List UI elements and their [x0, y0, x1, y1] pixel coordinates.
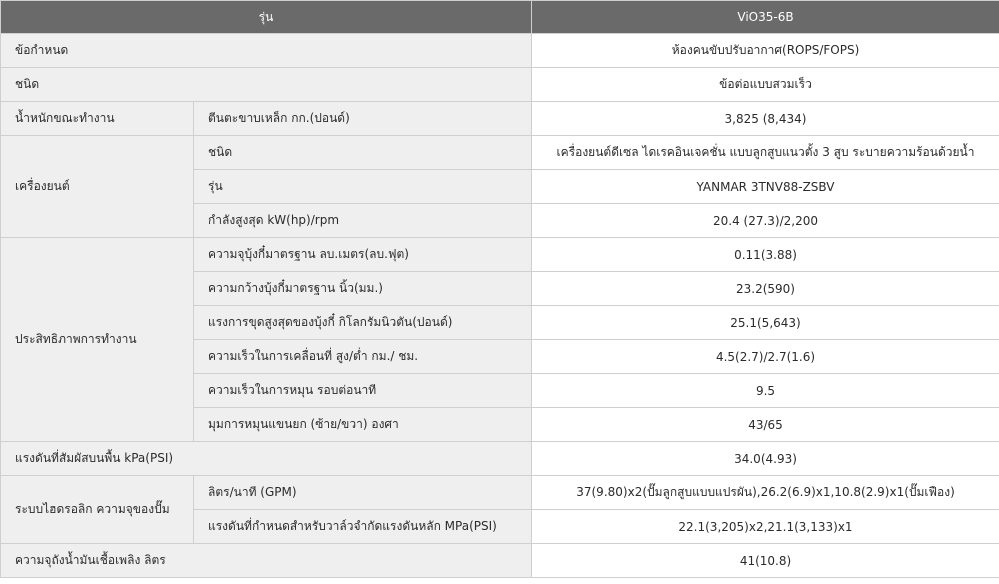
row-value: 0.11(3.88) [532, 238, 999, 272]
row-value: 9.5 [532, 374, 999, 408]
row-value: 34.0(4.93) [532, 442, 999, 476]
table-row [1, 102, 999, 136]
header-label: รุ่น [1, 1, 532, 34]
table-row [1, 238, 999, 272]
row-value: ห้องคนขับปรับอากาศ(ROPS/FOPS) [532, 34, 999, 68]
row-value: 23.2(590) [532, 272, 999, 306]
row-sublabel: ชนิด [194, 136, 532, 170]
row-value: 20.4 (27.3)/2,200 [532, 204, 999, 238]
table-row [1, 544, 999, 578]
row-sublabel: ความกว้างบุ้งกี๋มาตรฐาน นิ้ว(มม.) [194, 272, 532, 306]
row-value: 22.1(3,205)x2,21.1(3,133)x1 [532, 510, 999, 544]
group-label: ระบบไฮดรอลิก ความจุของปั๊ม [1, 476, 194, 544]
row-sublabel: กำลังสูงสุด kW(hp)/rpm [194, 204, 532, 238]
row-value: ข้อต่อแบบสวมเร็ว [532, 68, 999, 102]
row-label: แรงดันที่สัมผัสบนพื้น kPa(PSI) [1, 442, 532, 476]
table-row [1, 476, 999, 510]
row-label: ความจุถังน้ำมันเชื้อเพลิง ลิตร [1, 544, 532, 578]
row-value: 41(10.8) [532, 544, 999, 578]
header-model: ViO35-6B [532, 1, 999, 34]
table-row [1, 442, 999, 476]
row-value: 3,825 (8,434) [532, 102, 999, 136]
table-row [1, 34, 999, 68]
row-sublabel: ความเร็วในการเคลื่อนที่ สูง/ต่ำ กม./ ชม. [194, 340, 532, 374]
row-label: น้ำหนักขณะทำงาน [1, 102, 194, 136]
row-value: 43/65 [532, 408, 999, 442]
group-label: เครื่องยนต์ [1, 136, 194, 238]
group-label: ประสิทธิภาพการทำงาน [1, 238, 194, 442]
row-label: ชนิด [1, 68, 532, 102]
row-sublabel: มุมการหมุนแขนยก (ซ้าย/ขวา) องศา [194, 408, 532, 442]
row-sublabel: แรงดันที่กำหนดสำหรับวาล์วจำกัดแรงดันหลัก MPa(PSI) [194, 510, 532, 544]
header-row [1, 1, 999, 34]
row-value: YANMAR 3TNV88-ZSBV [532, 170, 999, 204]
row-sublabel: แรงการขุดสูงสุดของบุ้งกี๋ กิโลกรัมนิวตัน(ปอนด์) [194, 306, 532, 340]
table-row [1, 136, 999, 170]
row-sublabel: รุ่น [194, 170, 532, 204]
row-sublabel: ลิตร/นาที (GPM) [194, 476, 532, 510]
row-value: 37(9.80)x2(ปั๊มลูกสูบแบบแปรผัน),26.2(6.9)x1,10.8(2.9)x1(ปั๊มเฟือง) [532, 476, 999, 510]
row-sublabel: ความเร็วในการหมุน รอบต่อนาที [194, 374, 532, 408]
row-value: เครื่องยนต์ดีเซล ไดเรคอินเจคชั่น แบบลูกสูบแนวตั้ง 3 สูบ ระบายความร้อนด้วยน้ำ [532, 136, 999, 170]
row-label: ข้อกำหนด [1, 34, 532, 68]
row-value: 25.1(5,643) [532, 306, 999, 340]
row-sublabel: ความจุบุ้งกี๋มาตรฐาน ลบ.เมตร(ลบ.ฟุต) [194, 238, 532, 272]
table-row [1, 68, 999, 102]
row-sublabel: ตีนตะขาบเหล็ก กก.(ปอนด์) [194, 102, 532, 136]
row-value: 4.5(2.7)/2.7(1.6) [532, 340, 999, 374]
